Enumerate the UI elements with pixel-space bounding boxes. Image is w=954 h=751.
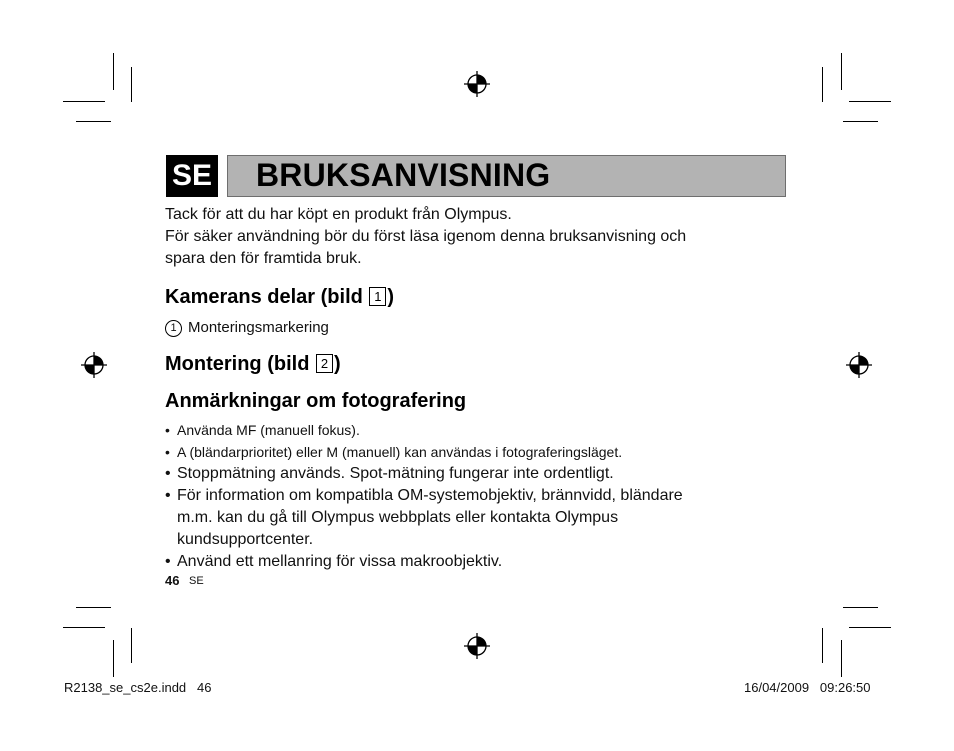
section-heading-notes: Anmärkningar om fotografering — [165, 390, 467, 412]
registration-mark-icon — [81, 352, 107, 378]
list-item — [165, 420, 785, 440]
intro-line: Tack för att du har köpt en produkt från Olympus. — [165, 206, 512, 223]
footer-datetime: 16/04/2009 09:26:50 — [744, 680, 871, 695]
crop-mark — [843, 607, 878, 608]
footer-file-info: R2138_se_cs2e.indd 46 — [64, 680, 212, 695]
crop-mark — [113, 640, 114, 677]
crop-mark — [113, 53, 114, 90]
list-item-text: kundsupportcenter. — [177, 531, 314, 548]
list-item — [165, 485, 785, 551]
list-item-text: Använd ett mellanring för vissa makroobjektiv. — [177, 553, 503, 570]
registration-mark-icon — [846, 352, 872, 378]
part-item — [165, 317, 329, 338]
bullet-icon: • — [165, 487, 171, 504]
crop-mark — [843, 121, 878, 122]
registration-mark-icon — [464, 71, 490, 97]
crop-mark — [76, 607, 111, 608]
section-heading-mounting — [165, 353, 341, 376]
intro-line: För säker användning bör du först läsa igenom denna bruksanvisning och — [165, 228, 687, 245]
intro-line: spara den för framtida bruk. — [165, 250, 362, 267]
crop-mark — [841, 53, 842, 90]
section-heading-camera-parts — [165, 286, 394, 309]
figure-number-box: 1 — [369, 287, 386, 306]
list-item — [165, 551, 785, 573]
crop-mark — [849, 101, 891, 102]
page-language: SE — [189, 575, 204, 587]
part-label: Monteringsmarkering — [188, 319, 329, 336]
list-item-text: Stoppmätning används. Spot-mätning fungerar inte ordentligt. — [177, 465, 614, 482]
heading-text: Kamerans delar (bild — [165, 286, 369, 308]
language-badge: SE — [166, 155, 218, 197]
crop-mark — [63, 101, 105, 102]
list-item-text: Använda MF (manuell fokus). — [177, 422, 360, 438]
heading-text: ) — [387, 286, 395, 308]
heading-text: ) — [333, 353, 341, 375]
bullet-icon: • — [165, 465, 171, 482]
page-title: BRUKSANVISNING — [256, 157, 551, 193]
list-item — [165, 442, 785, 462]
list-item-text: m.m. kan du gå till Olympus webbplats eller kontakta Olympus — [177, 509, 619, 526]
bullet-icon: • — [165, 444, 170, 460]
heading-text: Montering (bild — [165, 353, 315, 375]
list-item — [165, 463, 785, 485]
title-bar — [227, 155, 786, 197]
crop-mark — [76, 121, 111, 122]
crop-mark — [849, 627, 891, 628]
crop-mark — [63, 627, 105, 628]
list-item-text: För information om kompatibla OM-systemobjektiv, brännvidd, bländare — [177, 487, 683, 504]
intro-paragraph — [165, 204, 785, 270]
crop-mark — [131, 628, 132, 663]
circled-number: 1 — [165, 320, 182, 337]
notes-list — [165, 420, 785, 573]
crop-mark — [131, 67, 132, 102]
crop-mark — [822, 67, 823, 102]
bullet-icon: • — [165, 422, 170, 438]
crop-mark — [841, 640, 842, 677]
page-number: 46 — [165, 573, 180, 588]
list-item-text: A (bländarprioritet) eller M (manuell) kan användas i fotograferingsläget. — [177, 444, 623, 460]
crop-mark — [822, 628, 823, 663]
figure-number-box: 2 — [316, 354, 333, 373]
registration-mark-icon — [464, 633, 490, 659]
bullet-icon: • — [165, 553, 171, 570]
